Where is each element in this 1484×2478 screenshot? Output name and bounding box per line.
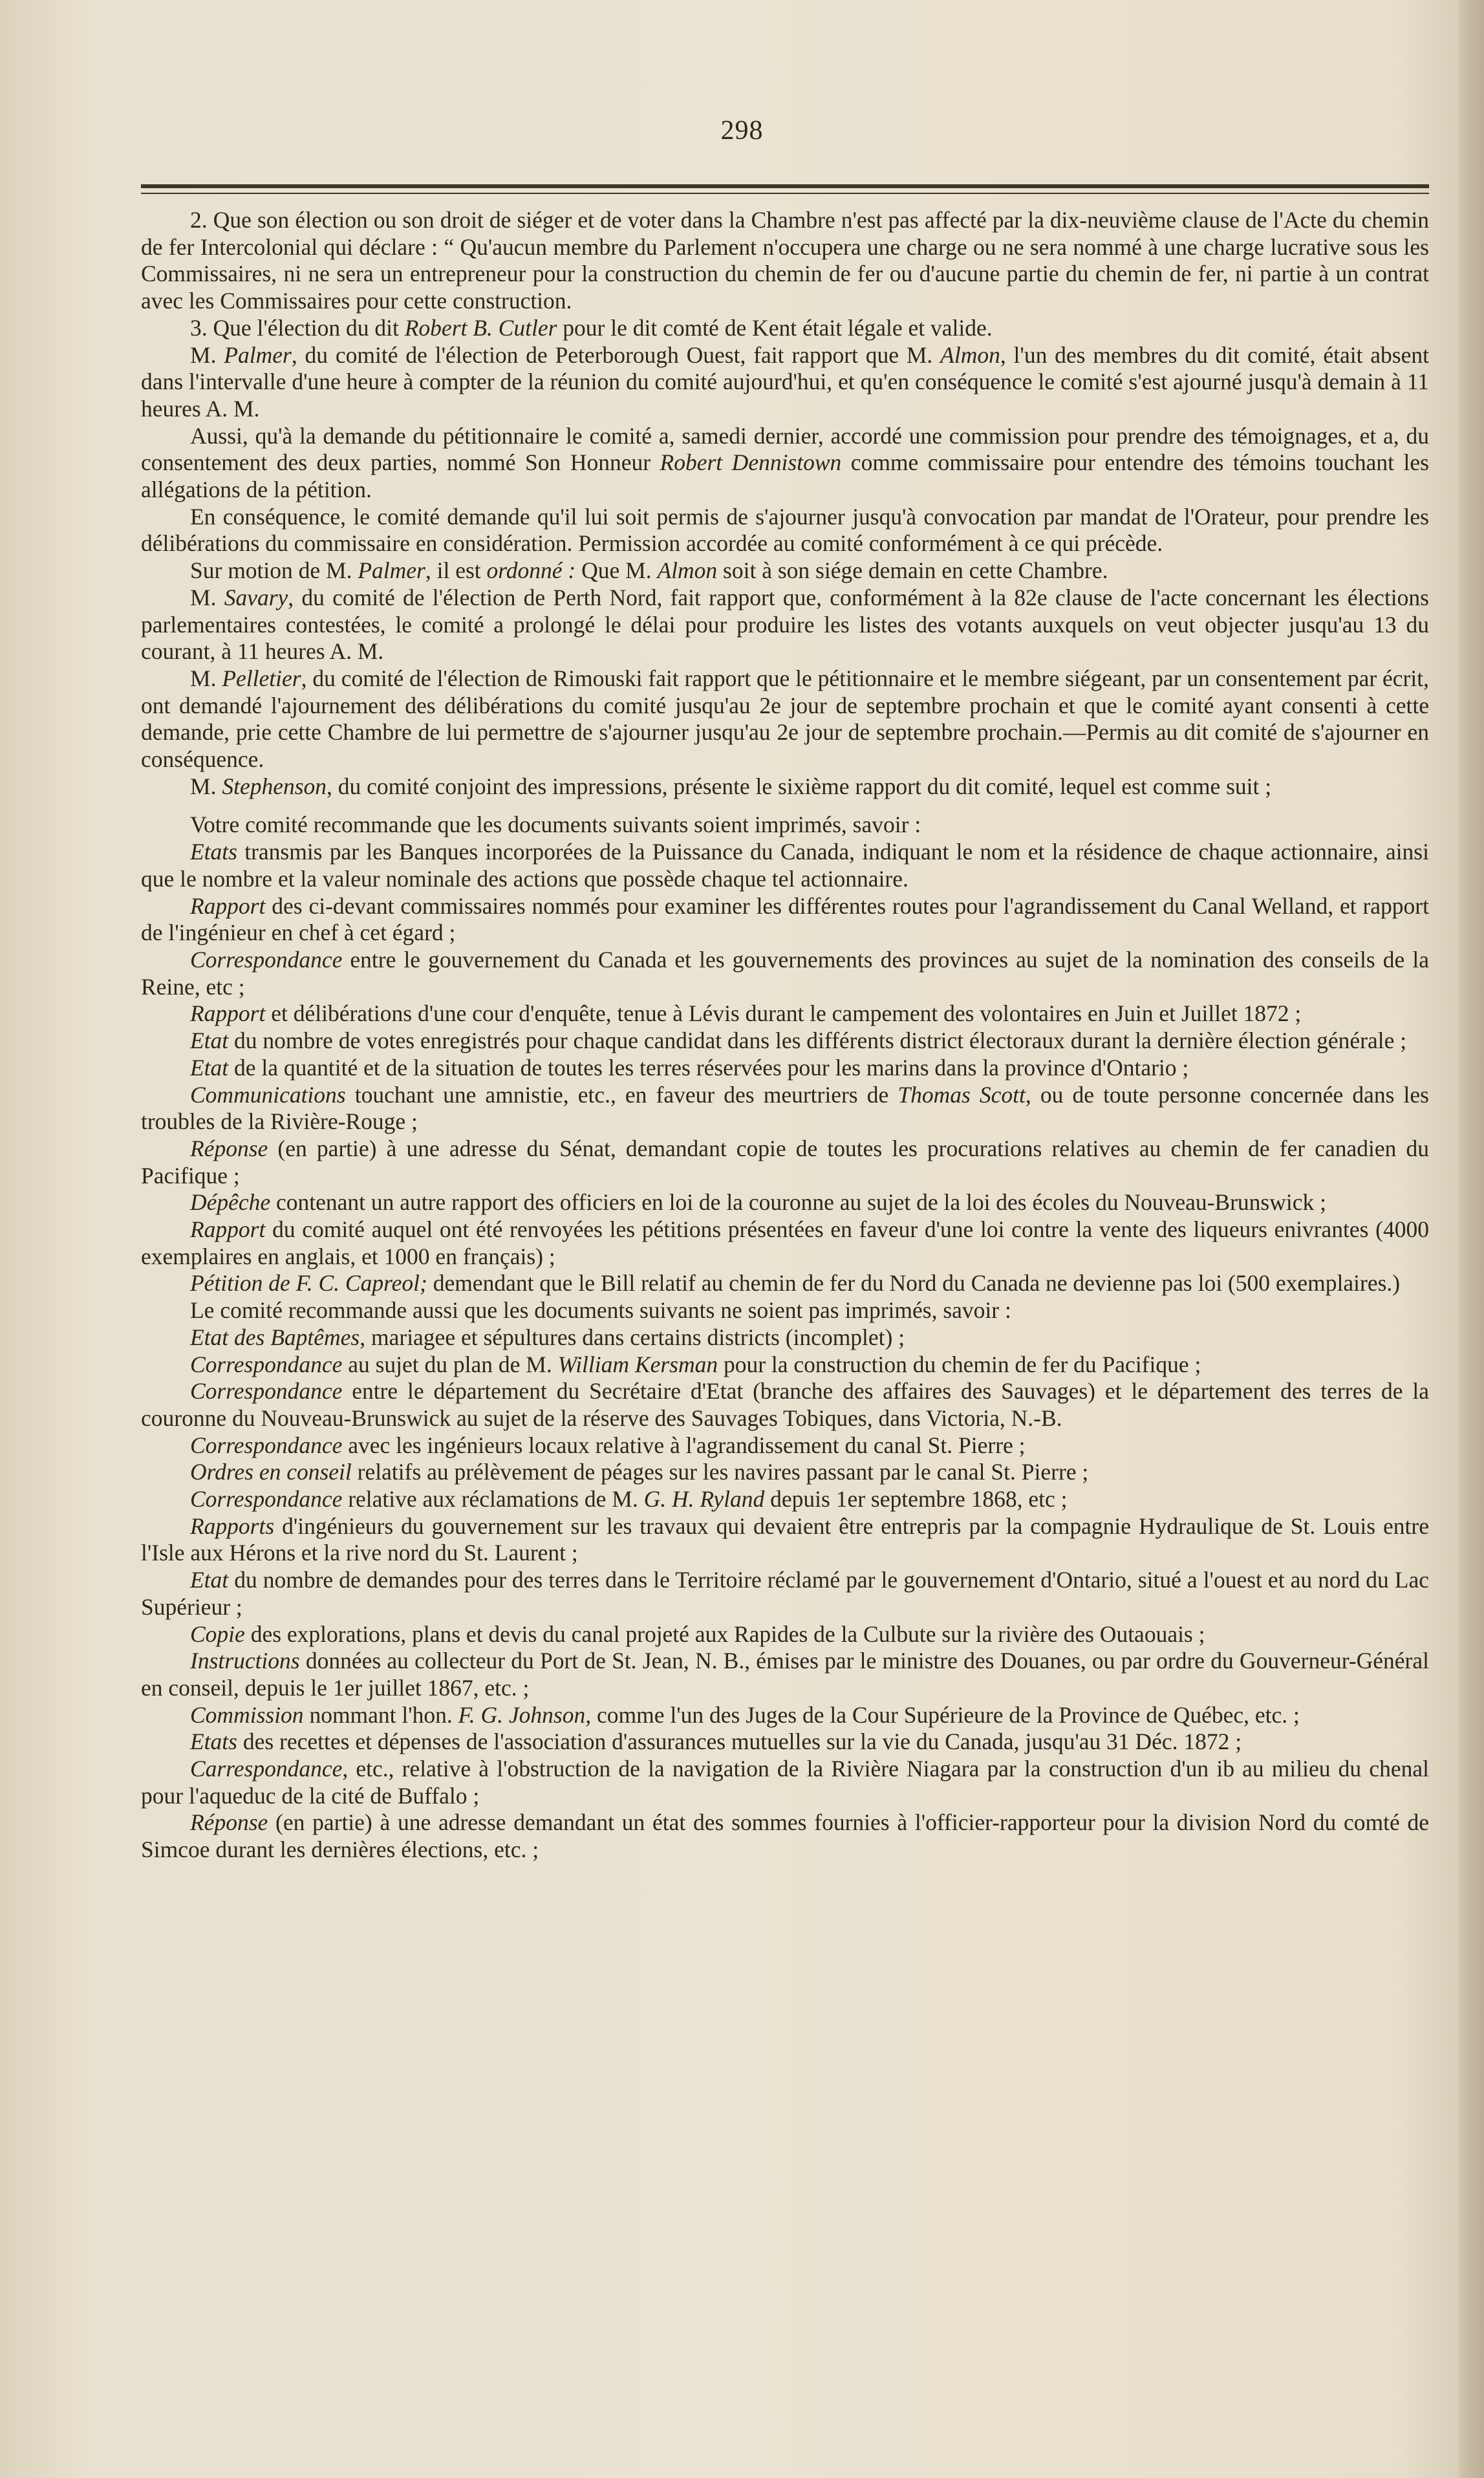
paragraph [141, 1648, 1429, 1701]
italic-name: Correspondance [190, 946, 343, 973]
paragraph [141, 1352, 1429, 1379]
paragraph-text: M. [190, 341, 224, 368]
paragraph-text: relative aux réclamations de M. [342, 1486, 644, 1513]
paragraph [141, 773, 1429, 801]
paragraph-text: avec les ingénieurs locaux relative à l'agrandissement du canal St. Pierre ; [342, 1432, 1026, 1458]
paragraph [141, 1324, 1429, 1352]
italic-name: Rapport [190, 1216, 266, 1243]
italic-name: Pétition de F. C. Capreol; [190, 1270, 427, 1297]
italic-name: Palmer [224, 341, 292, 368]
paragraph [141, 812, 1429, 839]
italic-name: Etat des Baptêmes [190, 1324, 360, 1350]
paragraph [141, 1486, 1429, 1513]
paragraph-text: depuis 1er septembre 1868, etc ; [764, 1486, 1068, 1513]
paragraph [141, 1702, 1429, 1729]
italic-name: Copie [190, 1621, 245, 1647]
paragraph [141, 1270, 1429, 1297]
paragraph-text: En conséquence, le comité demande qu'il lui soit permis de s'ajourner jusqu'à convocation par mandat de l'Orateur, pour prendre les délibérations du commissaire en considération. Permission accordée au comité conformément à ce qui précède. [141, 503, 1429, 557]
italic-name: Ordres en conseil [190, 1459, 352, 1485]
paragraph [141, 1028, 1429, 1055]
italic-name: Rapport [190, 892, 266, 919]
page-number: 298 [720, 116, 764, 145]
italic-name: Etat [190, 1054, 229, 1081]
paragraph [141, 504, 1429, 557]
italic-name: Dépêche [190, 1189, 271, 1216]
paragraph-text: contenant un autre rapport des officiers en loi de la couronne au sujet de la loi des écoles du Nouveau-Brunswick ; [270, 1189, 1326, 1216]
italic-name: ordonné : [486, 557, 576, 584]
paragraph-text: transmis par les Banques incorporées de la Puissance du Canada, indiquant le nom et la résidence de chaque actionnaire, ainsi que le nombre et la valeur nominale des actions que possède chaque tel actionnaire. [141, 839, 1429, 892]
italic-name: Instructions [190, 1648, 300, 1674]
paragraph-text: comme commissaire pour entendre des témoins touchant les allégations de la pétition. [141, 449, 1429, 503]
paragraph [141, 1729, 1429, 1756]
italic-name: Réponse [190, 1809, 268, 1836]
paragraph-text: Aussi, qu'à la demande du pétitionnaire le comité a, samedi dernier, accordé une commission pour prendre des témoignages, et a, du consentement des deux parties, nommé Son Honneur [141, 422, 1429, 476]
italic-name: Savary [224, 584, 288, 610]
paragraph-text: M. [190, 665, 222, 691]
paragraph [141, 839, 1429, 892]
paragraph-text: entre le gouvernement du Canada et les gouvernements des provinces au sujet de la nomination des conseils de la Reine, etc ; [141, 946, 1429, 1000]
paragraph [141, 423, 1429, 504]
italic-name: Palmer [358, 557, 425, 584]
italic-name: Correspondance [190, 1486, 343, 1513]
page-edge [1459, 0, 1484, 2478]
paragraph-text: pour la construction du chemin de fer du Pacifique ; [718, 1351, 1201, 1377]
paragraph-text: relatifs au prélèvement de péages sur les navires passant par le canal St. Pierre ; [351, 1459, 1089, 1485]
paragraph-text: au sujet du plan de M. [342, 1351, 558, 1377]
paragraph [141, 1216, 1429, 1270]
italic-name: Correspondance [190, 1432, 343, 1458]
paragraph-text: nommant l'hon. [303, 1701, 458, 1728]
paragraph [141, 1297, 1429, 1324]
paragraph-text: Sur motion de M. [190, 557, 358, 584]
italic-name: F. G. Johnson, [458, 1701, 592, 1728]
paragraph [141, 342, 1429, 423]
italic-name: Robert B. Cutler [404, 314, 557, 341]
paragraph-text: entre le département du Secrétaire d'Etat (branche des affaires des Sauvages) et le département des terres de la couronne du Nouveau-Brunswick au sujet de la réserve des Sauvages Tobiques, dans Victoria, N.-B. [141, 1378, 1429, 1431]
paragraph [141, 1567, 1429, 1621]
paragraph-text: du nombre de votes enregistrés pour chaque candidat dans les différents district électoraux durant la dernière élection générale ; [228, 1028, 1407, 1054]
paragraph [141, 947, 1429, 1000]
paragraph-text: des explorations, plans et devis du canal projeté aux Rapides de la Culbute sur la rivière des Outaouais ; [244, 1621, 1205, 1647]
italic-name: Correspondance [190, 1351, 343, 1377]
paragraph [141, 1189, 1429, 1216]
paragraph-text: M. [190, 584, 224, 610]
paragraph [141, 665, 1429, 773]
paragraph-text: M. [190, 773, 222, 799]
italic-name: Pelletier [222, 665, 301, 691]
body-text [141, 207, 1429, 1864]
paragraph [141, 1000, 1429, 1028]
italic-name: Etats [190, 1729, 237, 1755]
paragraph-text: , l'un des membres du dit comité, était absent dans l'intervalle d'une heure à compter de la réunion du comité aujourd'hui, et qu'en conséquence le comité s'est ajourné jusqu'à demain à 11 heures A. M. [141, 341, 1429, 422]
italic-name: Stephenson [222, 773, 327, 799]
paragraph [141, 207, 1429, 315]
paragraph [141, 1621, 1429, 1648]
paragraph-text: du comité auquel ont été renvoyées les pétitions présentées en faveur d'une loi contre la vente des liqueurs enivrantes (4000 exemplaires en anglais, et 1000 en français) ; [141, 1216, 1429, 1269]
paragraph-text: Le comité recommande aussi que les documents suivants ne soient pas imprimés, savoir : [190, 1297, 1011, 1324]
paragraph-text: , etc., relative à l'obstruction de la navigation de la Rivière Niagara par la construction d'un ib au milieu du chenal pour l'aqueduc de la cité de Buffalo ; [141, 1756, 1429, 1809]
italic-name: Rapport [190, 1000, 266, 1027]
paragraph-text: 3. Que l'élection du dit [190, 314, 405, 341]
header-rule-thin [141, 193, 1429, 194]
paragraph-text: , du comité de l'élection de Rimouski fait rapport que le pétitionnaire et le membre siégeant, par un consentement par écrit, ont demandé l'ajournement des délibérations du comité jusqu'au 2e jour de septembre prochain et que le comité ayant consenti à cette demande, prie cette Chambre de lui permettre de s'ajourner jusqu'au 2e jour de septembre prochain.—Permis au dit comité de s'ajourner en conséquence. [141, 665, 1429, 773]
paragraph [141, 1459, 1429, 1486]
paragraph [141, 1756, 1429, 1809]
italic-name: William Kersman [557, 1351, 718, 1377]
paragraph-text: et délibérations d'une cour d'enquête, tenue à Lévis durant le campement des volontaires en Juin et Juillet 1872 ; [265, 1000, 1302, 1027]
italic-name: Etat [190, 1028, 229, 1054]
paragraph-text: Votre comité recommande que les documents suivants soient imprimés, savoir : [190, 812, 921, 838]
paragraph-text: , ou de toute personne concernée dans les troubles de la Rivière-Rouge ; [141, 1081, 1429, 1135]
paragraph [141, 1378, 1429, 1432]
paragraph-text: Que M. [575, 557, 658, 584]
paragraph-text: du nombre de demandes pour des terres dans le Territoire réclamé par le gouvernement d'Ontario, situé a l'ouest et au nord du Lac Supérieur ; [141, 1567, 1429, 1620]
italic-name: Robert Dennistown [660, 449, 842, 476]
paragraph-text: comme l'un des Juges de la Cour Supérieure de la Province de Québec, etc. ; [591, 1701, 1300, 1728]
paragraph-text: touchant une amnistie, etc., en faveur des meurtriers de [345, 1081, 898, 1108]
italic-name: Communications [190, 1081, 346, 1108]
paragraph-text: des recettes et dépenses de l'association d'assurances mutuelles sur la vie du Canada, jusqu'au 31 Déc. 1872 ; [237, 1729, 1242, 1755]
paragraph [141, 1136, 1429, 1189]
italic-name: Commission [190, 1701, 304, 1728]
italic-name: Rapports [190, 1513, 275, 1539]
italic-name: Etat [190, 1567, 229, 1593]
italic-name: Thomas Scott [898, 1081, 1026, 1108]
paragraph-text: des ci-devant commissaires nommés pour examiner les différentes routes pour l'agrandissement du Canal Welland, et rapport de l'ingénieur en chef à cet égard ; [141, 892, 1429, 946]
header-rule [141, 184, 1429, 188]
paragraph [141, 557, 1429, 585]
italic-name: Réponse [190, 1135, 268, 1161]
paragraph [141, 1055, 1429, 1082]
paragraph-text: , du comité de l'élection de Peterborough Ouest, fait rapport que M. [291, 341, 941, 368]
italic-name: Almon [940, 341, 1000, 368]
paragraph-text: de la quantité et de la situation de toutes les terres réservées pour les marins dans la province d'Ontario ; [228, 1054, 1189, 1081]
paragraph-text: , mariagee et sépultures dans certains districts (incomplet) ; [360, 1324, 905, 1350]
paragraph-text: (en partie) à une adresse demandant un état des sommes fournies à l'officier-rapporteur pour la division Nord du comté de Simcoe durant les dernières élections, etc. ; [141, 1809, 1429, 1863]
paragraph-text: , il est [425, 557, 487, 584]
paragraph-text: demendant que le Bill relatif au chemin de fer du Nord du Canada ne devienne pas loi (500 exemplaires.) [427, 1270, 1401, 1297]
paragraph [141, 1513, 1429, 1567]
italic-name: Etats [190, 839, 237, 865]
paragraph [141, 585, 1429, 665]
paragraph-text: d'ingénieurs du gouvernement sur les travaux qui devaient être entrepris par la compagnie Hydraulique de St. Louis entre l'Isle aux Hérons et la rive nord du St. Laurent ; [141, 1513, 1429, 1566]
paragraph-text: , du comité de l'élection de Perth Nord, fait rapport que, conformément à la 82e clause de l'acte concernant les élections parlementaires contestées, le comité a prolongé le délai pour produire les listes des votants auxquels on veut objecter jusqu'au 13 du courant, à 11 heures A. M. [141, 584, 1429, 665]
paragraph [141, 1082, 1429, 1136]
paragraph [141, 315, 1429, 342]
paragraph-text: soit à son siége demain en cette Chambre. [717, 557, 1108, 584]
paragraph [141, 1809, 1429, 1863]
paragraph [141, 893, 1429, 947]
paragraph-text: 2. Que son élection ou son droit de siéger et de voter dans la Chambre n'est pas affecté par la dix-neuvième clause de l'Acte du chemin de fer Intercolonial qui déclare : “ Qu'aucun membre du Parlement n'occupera une charge ou ne sera nommé à une charge lucrative sous les Commissaires, ni ne sera un entrepreneur pour la construction du chemin de fer ou d'aucune partie du chemin de fer, ni partie à un contrat avec les Commissaires pour cette construction. [141, 207, 1429, 314]
paragraph-text: pour le dit comté de Kent était légale et valide. [557, 314, 993, 341]
italic-name: G. H. Ryland [643, 1486, 765, 1513]
italic-name: Carrespondance [190, 1756, 343, 1782]
italic-name: Almon [657, 557, 718, 584]
paragraph-text: données au collecteur du Port de St. Jean, N. B., émises par le ministre des Douanes, ou par ordre du Gouverneur-Général en conseil, depuis le 1er juillet 1867, etc. ; [141, 1648, 1429, 1701]
paragraph-text: , du comité conjoint des impressions, présente le sixième rapport du dit comité, lequel est comme suit ; [327, 773, 1272, 799]
italic-name: Correspondance [190, 1378, 343, 1405]
paragraph [141, 1432, 1429, 1460]
paragraph-text: (en partie) à une adresse du Sénat, demandant copie de toutes les procurations relatives au chemin de fer canadien du Pacifique ; [141, 1135, 1429, 1189]
